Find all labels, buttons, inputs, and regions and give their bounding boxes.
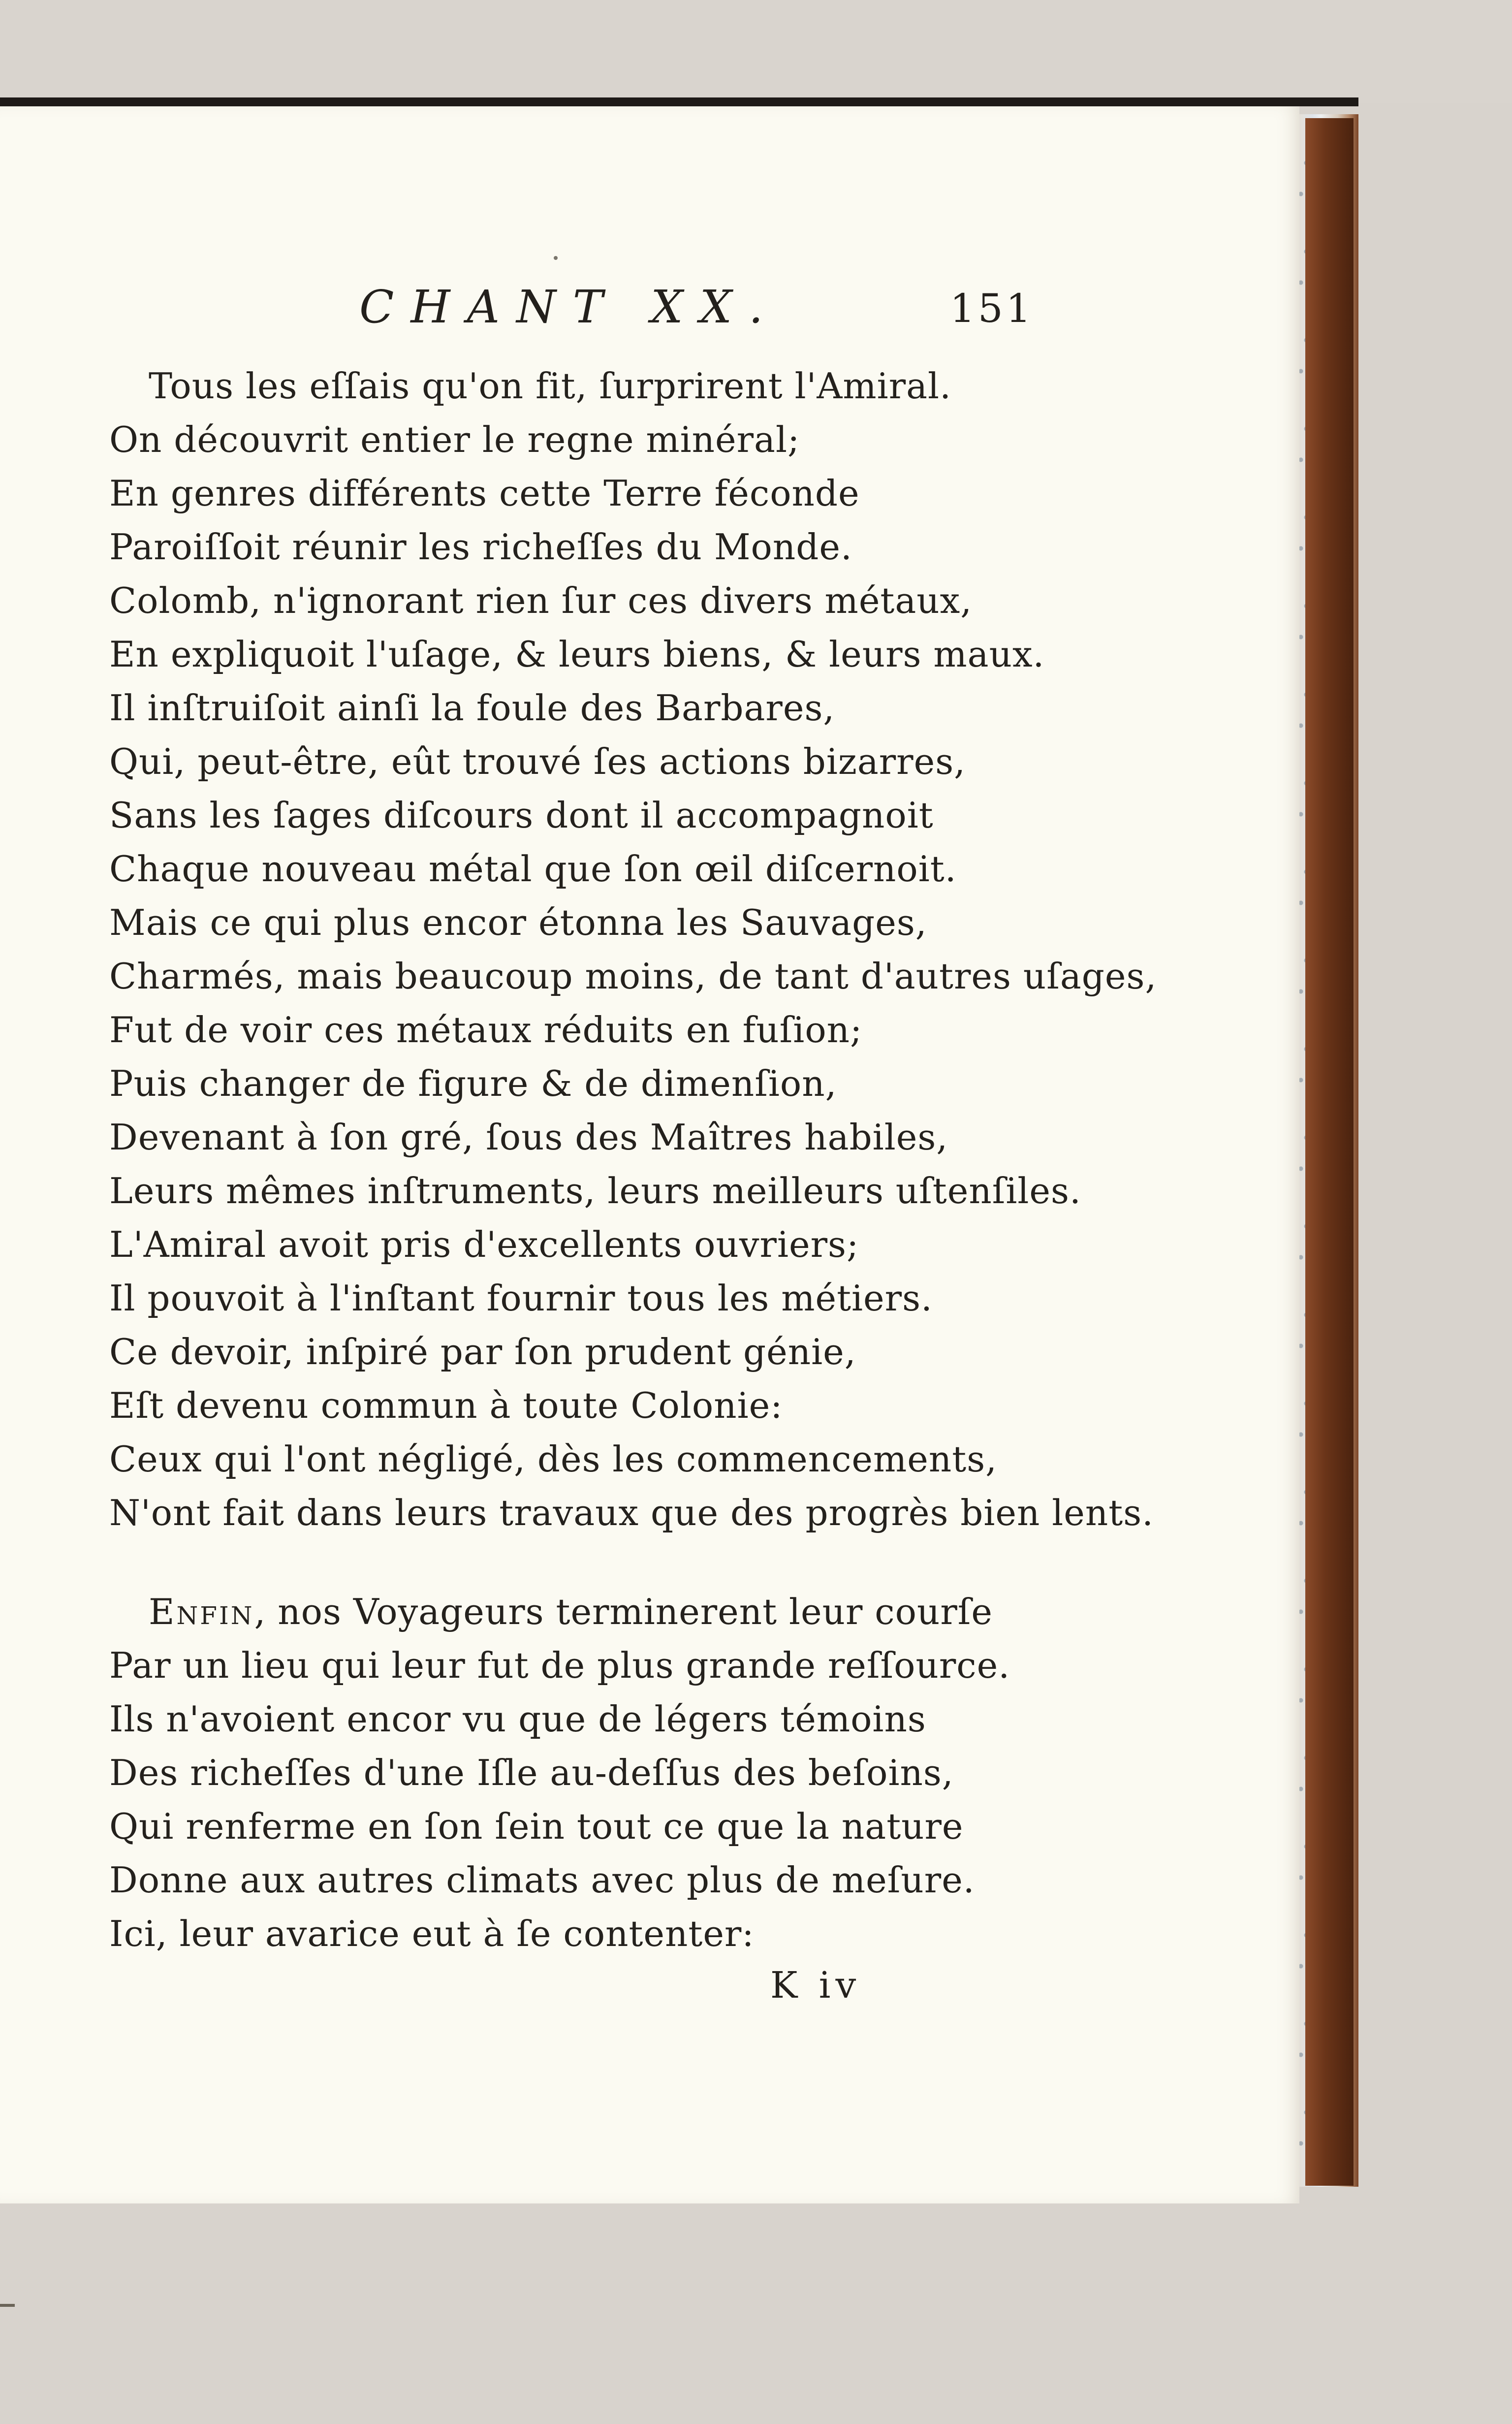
stanza-1 (109, 359, 1157, 1540)
verse-line: Ceux qui l'ont négligé, dès les commencements, (109, 1438, 998, 1480)
page-number: 151 (950, 286, 1034, 331)
verse-line: Chaque nouveau métal que ſon œil diſcernoit. (109, 848, 957, 890)
verse-line-rest: , nos Voyageurs terminerent leur courſe (254, 1591, 993, 1632)
verse-line: Mais ce qui plus encor étonna les Sauvages, (109, 902, 927, 943)
verse-line: N'ont fait dans leurs travaux que des progrès bien lents. (109, 1492, 1154, 1533)
verse-line: Charmés, mais beaucoup moins, de tant d'autres uſages, (109, 956, 1157, 997)
header-dot (554, 256, 558, 260)
verse-line: Qui, peut-être, eût trouvé ſes actions bizarres, (109, 741, 966, 782)
verse-line: Leurs mêmes inſtruments, leurs meilleurs uſtenſiles. (109, 1170, 1081, 1212)
leather-binding (1305, 118, 1354, 2186)
verse-line: Donne aux autres climats avec plus de meſure. (109, 1859, 975, 1901)
verse-line: Puis changer de figure & de dimenſion, (109, 1063, 837, 1104)
stanza-2 (109, 1585, 1025, 1961)
verse-line: Il inſtruiſoit ainſi la foule des Barbares, (109, 687, 835, 729)
verse-line: On découvrit entier le regne minéral; (109, 419, 800, 460)
verse-line: Sans les ſages diſcours dont il accompagnoit (109, 795, 934, 836)
verse-line-first (109, 1585, 1025, 1639)
verse-line: Fut de voir ces métaux réduits en fuſion; (109, 1009, 863, 1051)
verse-line: L'Amiral avoit pris d'excellents ouvriers; (109, 1224, 859, 1265)
verse-line: Qui renferme en ſon ſein tout ce que la nature (109, 1806, 964, 1847)
running-title: CHANT XX. (359, 281, 780, 333)
verse-line: Il pouvoit à l'inſtant fournir tous les métiers. (109, 1277, 933, 1319)
opening-word: Enfin (149, 1591, 254, 1632)
page-header (98, 281, 1034, 335)
book-cover-edge (0, 97, 1358, 106)
verse-line: Eſt devenu commun à toute Colonie: (109, 1385, 783, 1426)
scan-background (0, 0, 1512, 103)
signature-mark: K iv (770, 1964, 861, 2007)
verse-line: En expliquoit l'uſage, & leurs biens, & leurs maux. (109, 634, 1045, 675)
verse-line: Colomb, n'ignorant rien ſur ces divers métaux, (109, 580, 973, 621)
verse-line: Tous les eſſais qu'on fit, ſurprirent l'Amiral. (149, 365, 951, 407)
verse-line: Devenant à ſon gré, ſous des Maîtres habiles, (109, 1116, 948, 1158)
verse-line: Ce devoir, inſpiré par ſon prudent génie, (109, 1331, 856, 1372)
verse-line: Ici, leur avarice eut à ſe contenter: (109, 1913, 755, 1954)
verse-line: Par un lieu qui leur fut de plus grande reſſource. (109, 1645, 1010, 1686)
verse-line: En genres différents cette Terre féconde (109, 473, 860, 514)
verse-line: Ils n'avoient encor vu que de légers témoins (109, 1698, 926, 1740)
verse-line: Paroiſſoit réunir les richeſſes du Monde. (109, 526, 852, 568)
margin-mark (0, 2304, 15, 2307)
verse-line: Des richeſſes d'une Iſle au-deſſus des beſoins, (109, 1752, 954, 1793)
